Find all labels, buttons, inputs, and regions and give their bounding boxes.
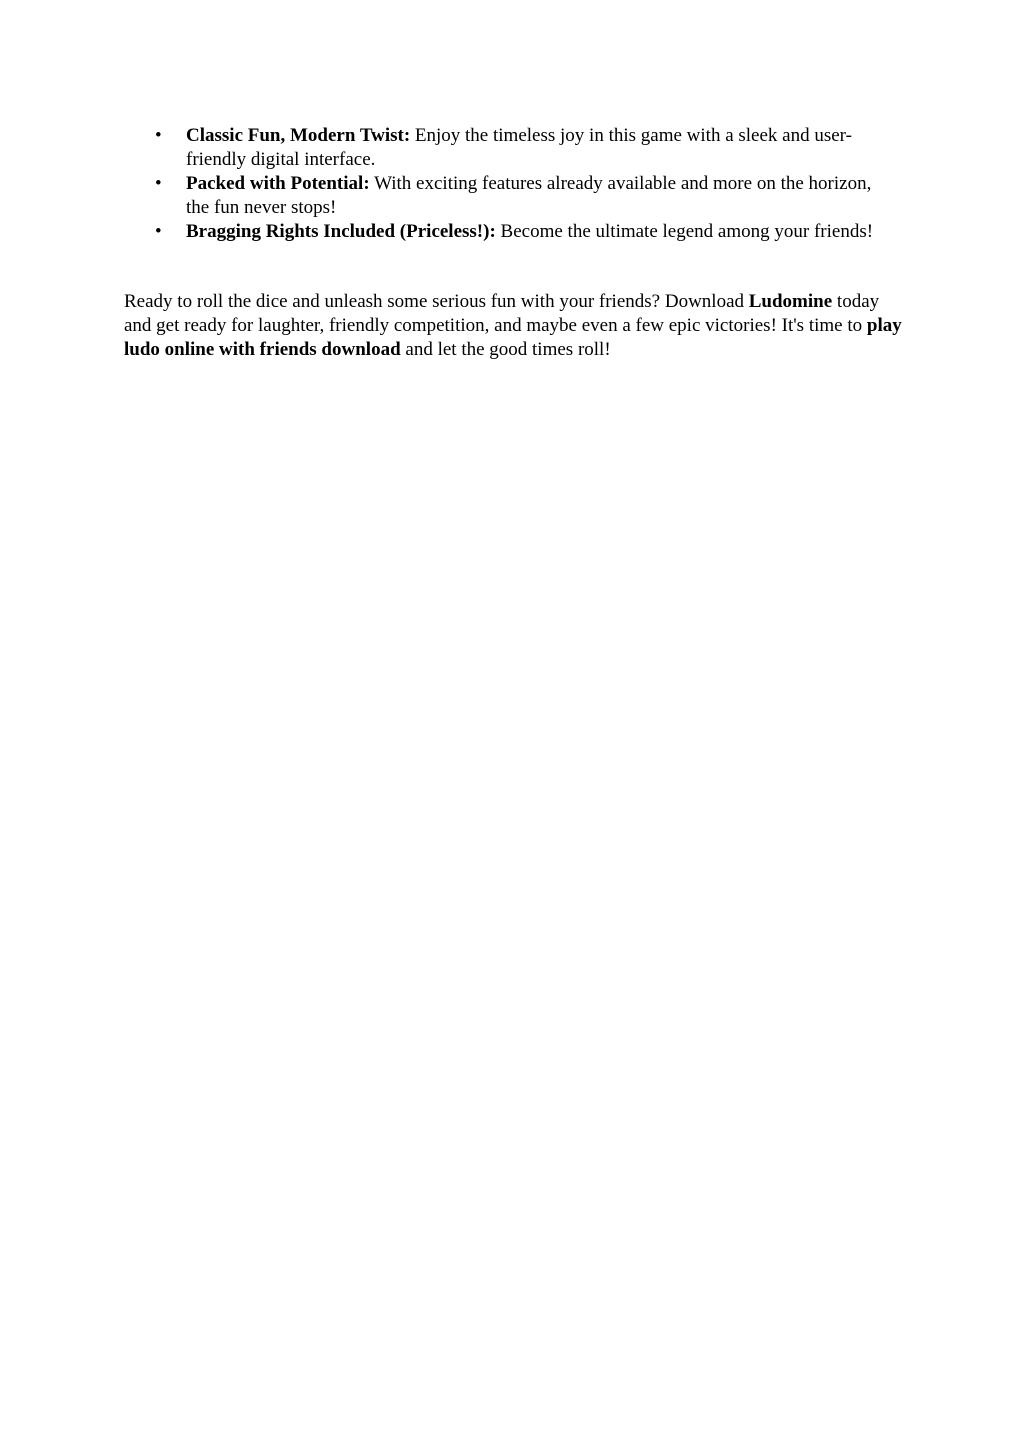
bullet-heading: Classic Fun, Modern Twist:	[186, 125, 411, 146]
feature-list	[124, 124, 884, 244]
bullet-heading: Packed with Potential:	[186, 173, 370, 194]
paragraph-text: Ready to roll the dice and unleash some serious fun with your friends? Download	[124, 291, 749, 312]
paragraph-text: and let the good times roll!	[400, 339, 611, 360]
closing-paragraph	[124, 290, 904, 362]
bullet-text: Enjoy the timeless joy in this game with a sleek and user-friendly digital interface.	[186, 125, 852, 170]
bullet-icon: •	[155, 125, 162, 146]
bullet-text: Become the ultimate legend among your friends!	[495, 221, 874, 242]
paragraph-text: today and get ready for laughter, friendly competition, and maybe even a few epic victories! It's time to	[124, 291, 880, 336]
list-item	[124, 172, 884, 220]
keyword-phrase: play ludo online with friends download	[124, 315, 902, 360]
bullet-icon: •	[155, 173, 162, 194]
bullet-heading: Bragging Rights Included (Priceless!):	[186, 221, 496, 242]
list-item	[124, 124, 884, 172]
bullet-text: With exciting features already available and more on the horizon, the fun never stops!	[186, 173, 872, 218]
list-item	[124, 220, 884, 244]
bullet-icon: •	[155, 221, 162, 242]
brand-name: Ludomine	[748, 291, 833, 312]
